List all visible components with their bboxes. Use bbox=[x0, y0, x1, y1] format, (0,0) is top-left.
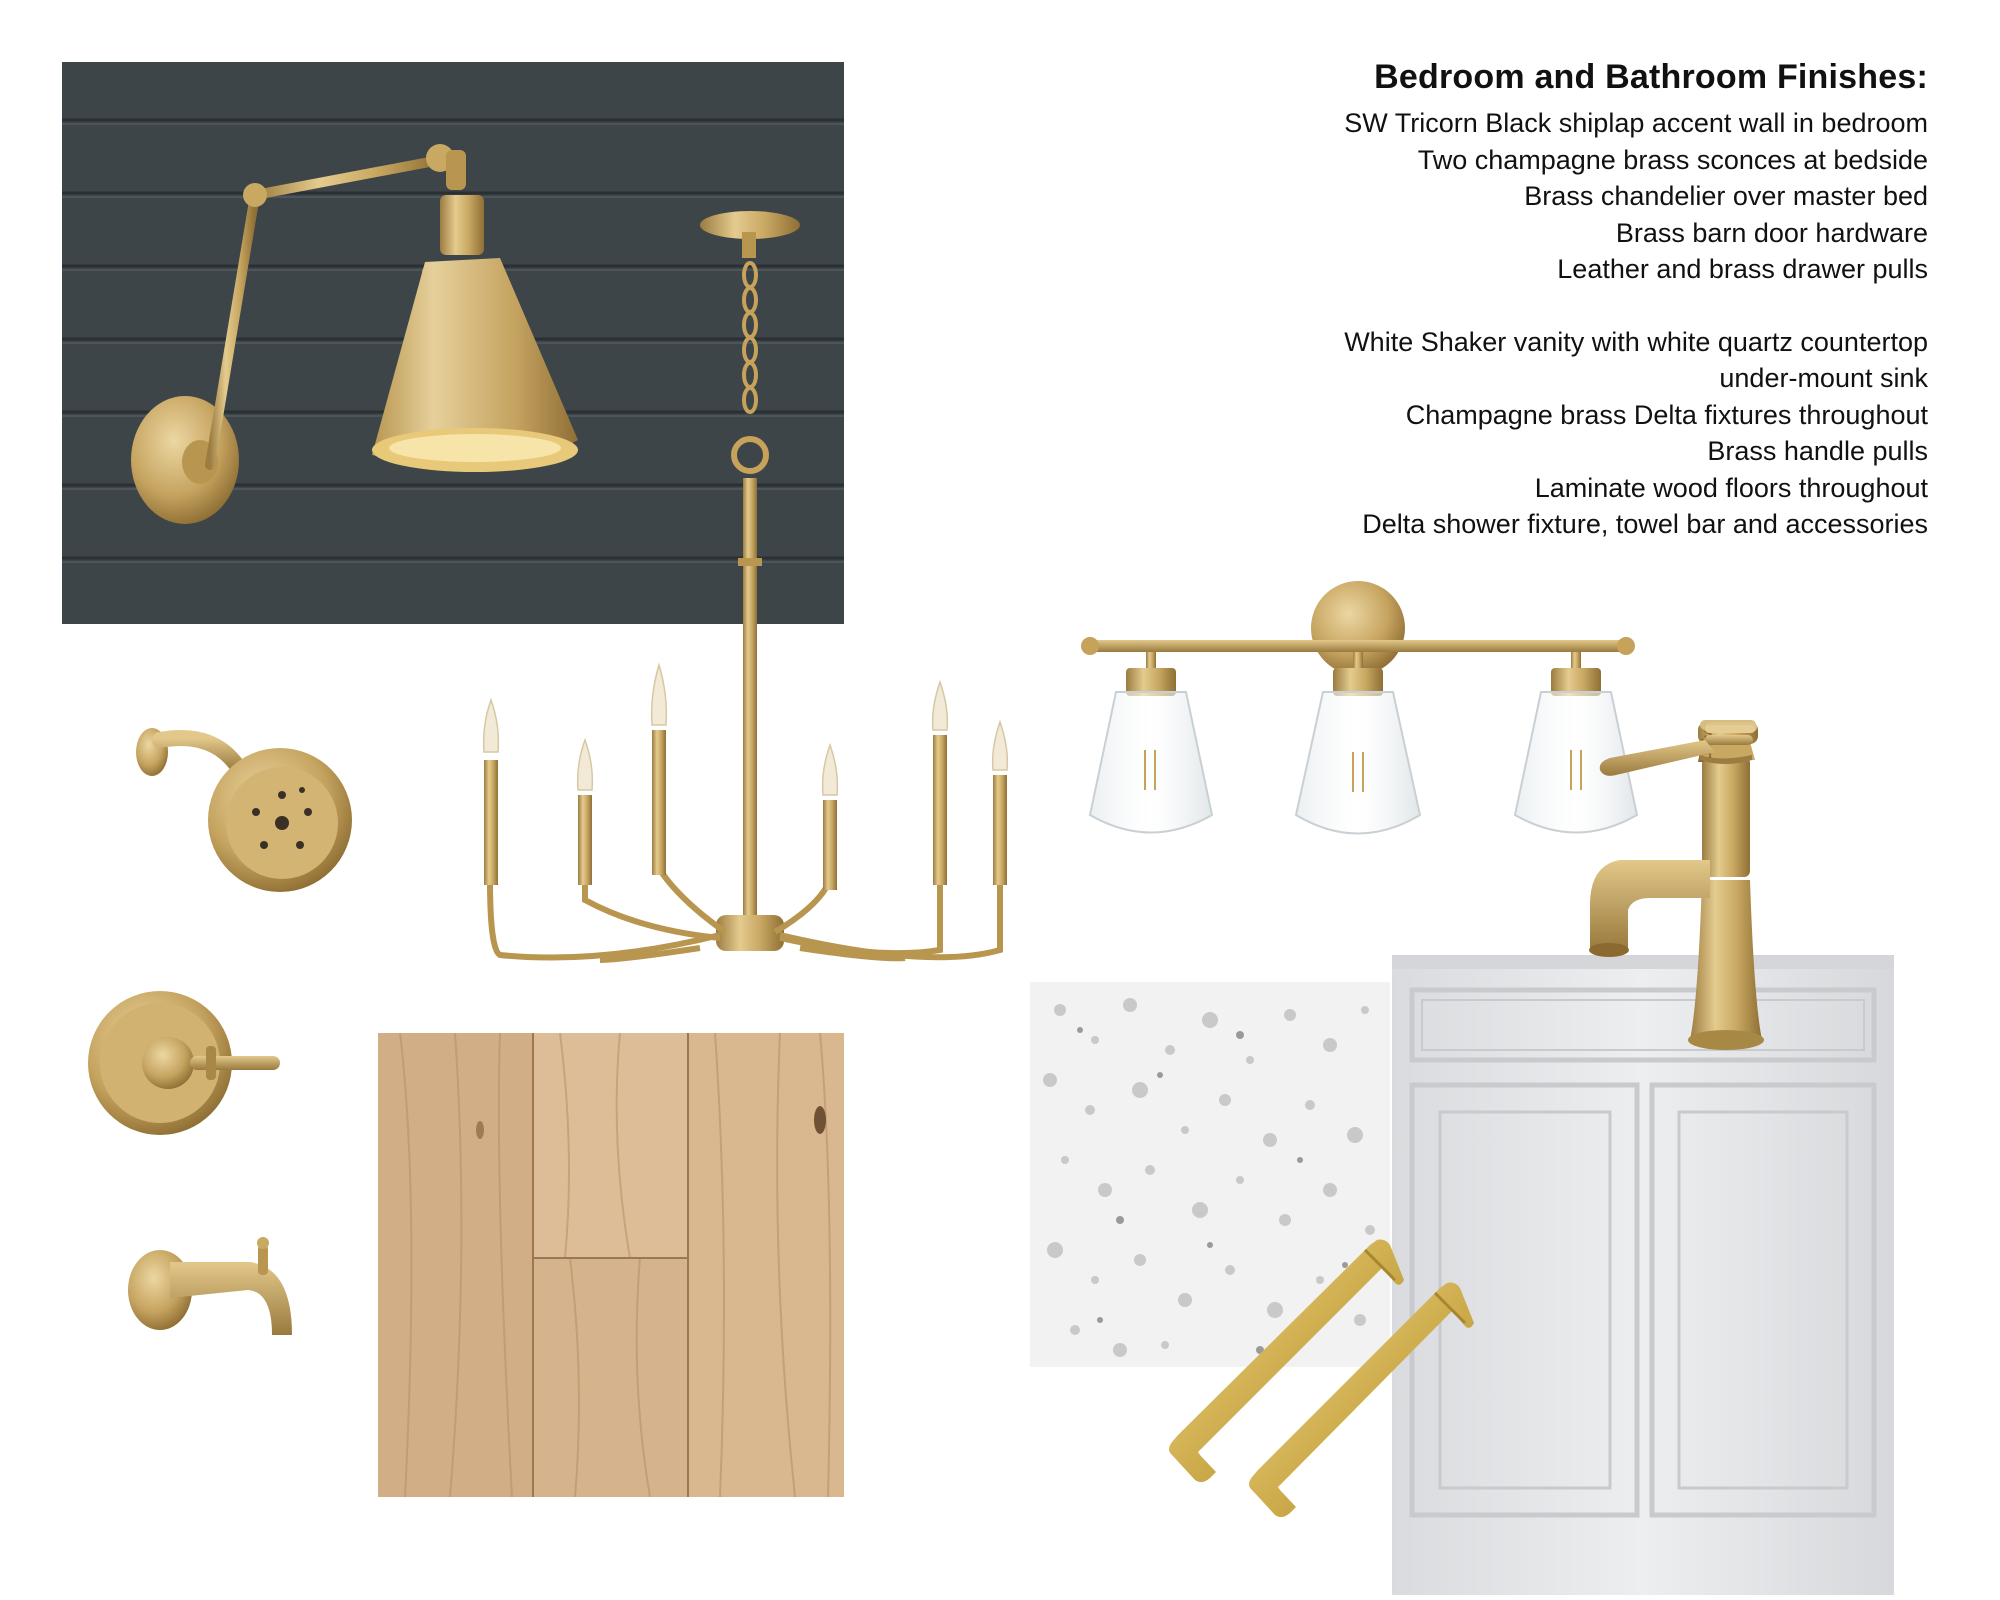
shower-head bbox=[136, 728, 352, 892]
finish-item: Laminate wood floors throughout bbox=[1534, 472, 1928, 503]
finish-item: Champagne brass Delta fixtures throughout bbox=[1405, 399, 1928, 430]
shower-valve-trim bbox=[88, 991, 280, 1135]
three-light-vanity-fixture bbox=[1081, 581, 1637, 834]
tub-spout bbox=[128, 1237, 292, 1335]
finish-item: White Shaker vanity with white quartz countertop bbox=[1344, 326, 1928, 357]
finish-item: Leather and brass drawer pulls bbox=[1557, 254, 1928, 284]
finishes-list-panel bbox=[1168, 58, 1928, 543]
vanity-bulb-filaments bbox=[1145, 750, 1581, 792]
bathroom-finishes-list bbox=[1168, 324, 1928, 543]
laminate-wood-floor-sample bbox=[378, 1033, 844, 1497]
white-shaker-vanity bbox=[1392, 955, 1894, 1595]
finish-item: Two champagne brass sconces at bedside bbox=[1417, 144, 1928, 175]
finish-item: Brass chandelier over master bed bbox=[1524, 181, 1928, 211]
finish-item: Delta shower fixture, towel bar and accessories bbox=[1362, 509, 1928, 539]
shiplap-wall-sconce-photo bbox=[62, 62, 844, 624]
finish-item: Brass barn door hardware bbox=[1615, 217, 1928, 248]
finish-item: under-mount sink bbox=[1719, 363, 1928, 393]
finishes-title: Bedroom and Bathroom Finishes: bbox=[1374, 58, 1928, 96]
bedroom-finishes-list bbox=[1168, 105, 1928, 288]
list-spacer bbox=[1168, 288, 1928, 324]
finish-item: SW Tricorn Black shiplap accent wall in bedroom bbox=[1344, 108, 1928, 138]
finish-item: Brass handle pulls bbox=[1707, 436, 1928, 466]
